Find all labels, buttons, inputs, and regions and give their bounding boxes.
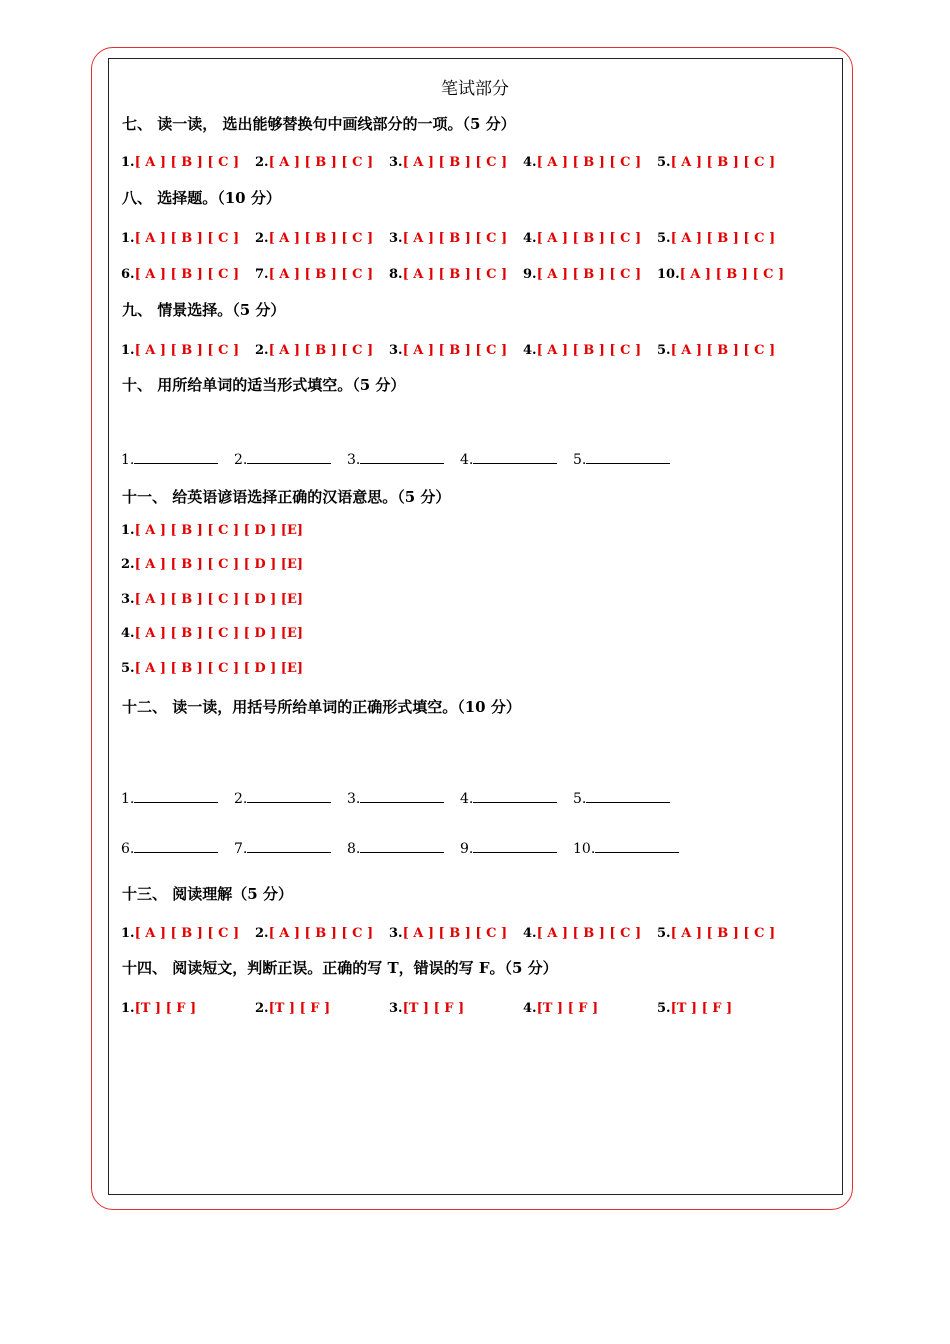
blank-number: 5.	[573, 452, 587, 468]
section-8-heading: 八、 选择题。（10 分）	[122, 189, 281, 207]
blank-number: 4.	[460, 452, 474, 468]
answer-options[interactable]: [ A ] [ B ] [ C ]	[268, 231, 374, 246]
q-number: 1.	[121, 231, 135, 246]
q-number: 5.	[657, 155, 671, 170]
s13-q2[interactable]	[255, 922, 373, 941]
s8-q7[interactable]	[255, 263, 373, 282]
s11-q4[interactable]	[121, 622, 303, 641]
s12-blank-1[interactable]	[121, 790, 218, 807]
s8-q2[interactable]	[255, 227, 373, 246]
s8-q9[interactable]	[523, 263, 641, 282]
s12-blank-7[interactable]	[234, 840, 331, 857]
s8-q10[interactable]	[657, 263, 784, 282]
blank-number: 4.	[460, 791, 474, 807]
q-number: 3.	[121, 592, 135, 607]
s10-blank-5[interactable]	[573, 451, 670, 468]
s7-q2[interactable]	[255, 151, 373, 170]
s9-q5[interactable]	[657, 339, 775, 358]
s9-q1[interactable]	[121, 339, 239, 358]
q-number: 1.	[121, 343, 135, 358]
q-number: 2.	[255, 343, 269, 358]
answer-options[interactable]: [ A ] [ B ] [ C ]	[134, 343, 240, 358]
answer-line[interactable]	[360, 840, 444, 853]
q-number: 1.	[121, 1001, 135, 1016]
q-number: 2.	[255, 155, 269, 170]
answer-options[interactable]: [T ] [ F ]	[536, 1001, 599, 1016]
answer-line[interactable]	[586, 451, 670, 464]
s11-q3[interactable]	[121, 588, 303, 607]
answer-options[interactable]: [ A ] [ B ] [ C ]	[268, 926, 374, 941]
s12-blank-6[interactable]	[121, 840, 218, 857]
s12-blank-9[interactable]	[460, 840, 557, 857]
answer-options[interactable]: [ A ] [ B ] [ C ]	[402, 926, 508, 941]
q-number: 3.	[389, 231, 403, 246]
s8-q5[interactable]	[657, 227, 775, 246]
s10-blank-2[interactable]	[234, 451, 331, 468]
s7-q3[interactable]	[389, 151, 507, 170]
section-14-heading: 十四、 阅读短文，判断正误。正确的写 T，错误的写 F。（5 分）	[122, 959, 558, 977]
q-number: 8.	[389, 267, 403, 282]
section-13-heading: 十三、 阅读理解（5 分）	[122, 885, 293, 903]
q-number: 10.	[657, 267, 680, 282]
answer-line[interactable]	[134, 790, 218, 803]
blank-number: 9.	[460, 841, 474, 857]
answer-options[interactable]: [ A ] [ B ] [ C ]	[268, 343, 374, 358]
answer-options[interactable]: [ A ] [ B ] [ C ] [ D ] [E]	[134, 661, 304, 676]
s14-q2[interactable]	[255, 997, 330, 1016]
q-number: 4.	[523, 926, 537, 941]
s9-q4[interactable]	[523, 339, 641, 358]
q-number: 7.	[255, 267, 269, 282]
q-number: 2.	[255, 231, 269, 246]
q-number: 4.	[523, 343, 537, 358]
answer-options[interactable]: [ A ] [ B ] [ C ]	[402, 267, 508, 282]
answer-options[interactable]: [ A ] [ B ] [ C ] [ D ] [E]	[134, 626, 304, 641]
answer-options[interactable]: [ A ] [ B ] [ C ]	[402, 343, 508, 358]
answer-line[interactable]	[360, 451, 444, 464]
s10-blank-4[interactable]	[460, 451, 557, 468]
answer-line[interactable]	[360, 790, 444, 803]
s10-blank-1[interactable]	[121, 451, 218, 468]
answer-options[interactable]: [ A ] [ B ] [ C ]	[670, 926, 776, 941]
answer-options[interactable]: [ A ] [ B ] [ C ]	[268, 267, 374, 282]
answer-line[interactable]	[134, 840, 218, 853]
answer-options[interactable]: [ A ] [ B ] [ C ]	[679, 267, 785, 282]
q-number: 5.	[657, 1001, 671, 1016]
answer-line[interactable]	[247, 790, 331, 803]
answer-options[interactable]: [ A ] [ B ] [ C ] [ D ] [E]	[134, 523, 304, 538]
q-number: 9.	[523, 267, 537, 282]
answer-options[interactable]: [T ] [ F ]	[670, 1001, 733, 1016]
answer-options[interactable]: [ A ] [ B ] [ C ]	[536, 231, 642, 246]
s12-blank-8[interactable]	[347, 840, 444, 857]
answer-options[interactable]: [ A ] [ B ] [ C ]	[134, 155, 240, 170]
q-number: 1.	[121, 523, 135, 538]
s8-q4[interactable]	[523, 227, 641, 246]
s12-blank-3[interactable]	[347, 790, 444, 807]
answer-options[interactable]: [ A ] [ B ] [ C ] [ D ] [E]	[134, 557, 304, 572]
blank-number: 1.	[121, 452, 135, 468]
q-number: 1.	[121, 155, 135, 170]
section-11-heading: 十一、 给英语谚语选择正确的汉语意思。（5 分）	[122, 488, 451, 506]
answer-options[interactable]: [T ] [ F ]	[268, 1001, 331, 1016]
s11-q2[interactable]	[121, 553, 303, 572]
q-number: 3.	[389, 1001, 403, 1016]
q-number: 4.	[523, 1001, 537, 1016]
s8-q3[interactable]	[389, 227, 507, 246]
s14-q5[interactable]	[657, 997, 732, 1016]
s8-q1[interactable]	[121, 227, 239, 246]
s12-blank-2[interactable]	[234, 790, 331, 807]
blank-number: 6.	[121, 841, 135, 857]
s9-q3[interactable]	[389, 339, 507, 358]
s14-q4[interactable]	[523, 997, 598, 1016]
s13-q1[interactable]	[121, 922, 239, 941]
q-number: 4.	[523, 231, 537, 246]
blank-number: 1.	[121, 791, 135, 807]
answer-line[interactable]	[586, 790, 670, 803]
q-number: 4.	[523, 155, 537, 170]
s13-q5[interactable]	[657, 922, 775, 941]
answer-options[interactable]: [T ] [ F ]	[402, 1001, 465, 1016]
answer-options[interactable]: [T ] [ F ]	[134, 1001, 197, 1016]
q-number: 3.	[389, 155, 403, 170]
page-title: 笔试部分	[441, 79, 509, 99]
answer-options[interactable]: [ A ] [ B ] [ C ]	[536, 155, 642, 170]
blank-number: 3.	[347, 791, 361, 807]
answer-options[interactable]: [ A ] [ B ] [ C ]	[402, 231, 508, 246]
blank-number: 2.	[234, 791, 248, 807]
section-7-heading: 七、 读一读， 选出能够替换句中画线部分的一项。（5 分）	[122, 115, 516, 133]
q-number: 5.	[121, 661, 135, 676]
q-number: 6.	[121, 267, 135, 282]
s12-blank-5[interactable]	[573, 790, 670, 807]
q-number: 5.	[657, 343, 671, 358]
s13-q4[interactable]	[523, 922, 641, 941]
q-number: 2.	[255, 1001, 269, 1016]
s7-q1[interactable]	[121, 151, 239, 170]
answer-options[interactable]: [ A ] [ B ] [ C ]	[536, 926, 642, 941]
s14-q1[interactable]	[121, 997, 196, 1016]
blank-number: 5.	[573, 791, 587, 807]
answer-line[interactable]	[247, 451, 331, 464]
blank-number: 3.	[347, 452, 361, 468]
q-number: 1.	[121, 926, 135, 941]
answer-line[interactable]	[473, 451, 557, 464]
s14-q3[interactable]	[389, 997, 464, 1016]
blank-number: 10.	[573, 841, 596, 857]
answer-line[interactable]	[134, 451, 218, 464]
q-number: 2.	[121, 557, 135, 572]
section-12-heading: 十二、 读一读，用括号所给单词的正确形式填空。（10 分）	[122, 698, 521, 716]
s8-q8[interactable]	[389, 263, 507, 282]
answer-options[interactable]: [ A ] [ B ] [ C ]	[670, 155, 776, 170]
answer-options[interactable]: [ A ] [ B ] [ C ]	[536, 343, 642, 358]
answer-options[interactable]: [ A ] [ B ] [ C ]	[268, 155, 374, 170]
answer-options[interactable]: [ A ] [ B ] [ C ] [ D ] [E]	[134, 592, 304, 607]
answer-options[interactable]: [ A ] [ B ] [ C ]	[134, 926, 240, 941]
section-9-heading: 九、 情景选择。（5 分）	[122, 301, 286, 319]
s8-q6[interactable]	[121, 263, 239, 282]
q-number: 5.	[657, 231, 671, 246]
blank-number: 8.	[347, 841, 361, 857]
s11-q1[interactable]	[121, 519, 303, 538]
blank-number: 7.	[234, 841, 248, 857]
answer-line[interactable]	[247, 840, 331, 853]
answer-line[interactable]	[473, 790, 557, 803]
s10-blank-3[interactable]	[347, 451, 444, 468]
q-number: 5.	[657, 926, 671, 941]
s9-q2[interactable]	[255, 339, 373, 358]
answer-line[interactable]	[473, 840, 557, 853]
answer-options[interactable]: [ A ] [ B ] [ C ]	[670, 343, 776, 358]
q-number: 3.	[389, 926, 403, 941]
section-10-heading: 十、 用所给单词的适当形式填空。（5 分）	[122, 376, 406, 394]
answer-options[interactable]: [ A ] [ B ] [ C ]	[134, 231, 240, 246]
blank-number: 2.	[234, 452, 248, 468]
s13-q3[interactable]	[389, 922, 507, 941]
answer-options[interactable]: [ A ] [ B ] [ C ]	[670, 231, 776, 246]
s7-q4[interactable]	[523, 151, 641, 170]
q-number: 2.	[255, 926, 269, 941]
q-number: 3.	[389, 343, 403, 358]
answer-options[interactable]: [ A ] [ B ] [ C ]	[536, 267, 642, 282]
s12-blank-4[interactable]	[460, 790, 557, 807]
answer-options[interactable]: [ A ] [ B ] [ C ]	[402, 155, 508, 170]
s7-q5[interactable]	[657, 151, 775, 170]
answer-line[interactable]	[595, 840, 679, 853]
s12-blank-10[interactable]	[573, 840, 679, 857]
q-number: 4.	[121, 626, 135, 641]
s11-q5[interactable]	[121, 657, 303, 676]
answer-options[interactable]: [ A ] [ B ] [ C ]	[134, 267, 240, 282]
